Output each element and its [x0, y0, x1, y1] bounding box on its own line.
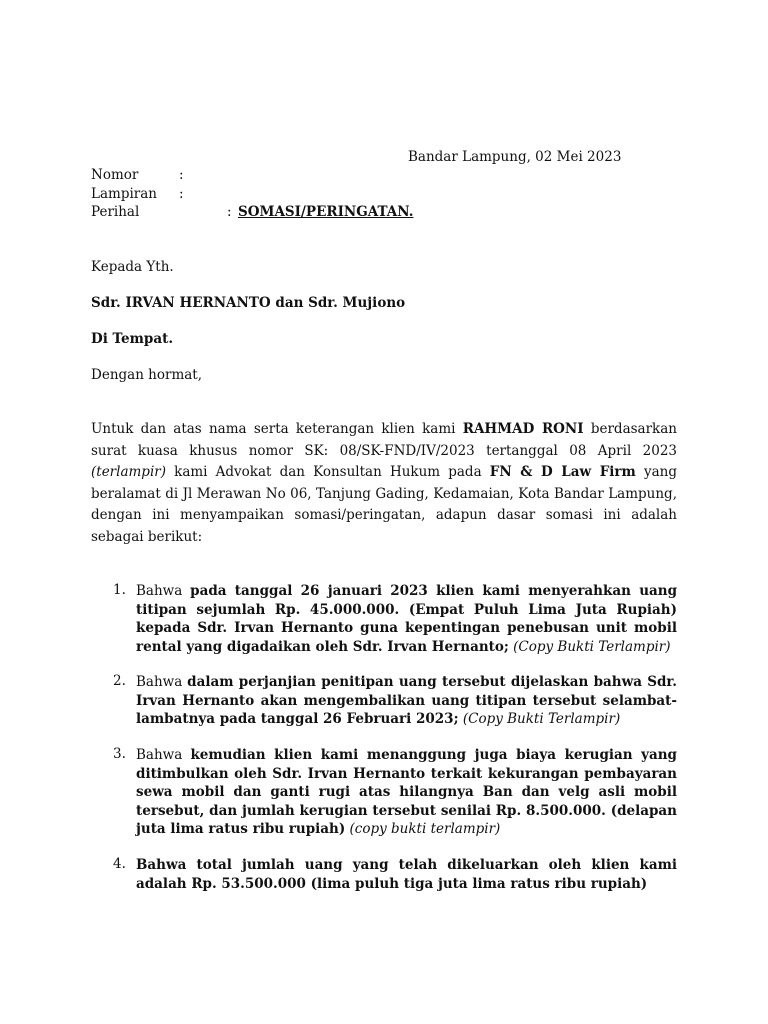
item-text [136, 856, 677, 893]
item-text [136, 582, 677, 656]
item-bold-text: pada tanggal 26 januari 2023 klien kami menyerahkan uang titipan sejumlah Rp. 45.000.000. (Empat Puluh Lima Juta Rupiah) kepada Sdr. Irvan Hernanto guna kepentingan penebusan unit mobil rental yang digadaikan oleh Sdr. Irvan Hernanto; [136, 583, 678, 655]
item-text [136, 673, 677, 729]
item-text [136, 746, 677, 839]
item-bold-text: kemudian klien kami menanggung juga biaya kerugian yang ditimbulkan oleh Sdr. Irvan Hernanto terkait kekurangan pembayaran sewa mobil dan ganti rugi atas hilangnya Ban dan velg asli mobil tersebut, dan jumlah kerugian tersebut senilai Rp. 8.500.000. (delapan juta lima ratus ribu rupiah) [136, 747, 677, 837]
perihal-label: Perihal [91, 204, 140, 220]
perihal-colon: : [227, 204, 232, 220]
lampiran-label: Lampiran [91, 186, 157, 202]
item-note: (Copy Bukti Terlampir) [508, 638, 671, 655]
item-number: 1. [113, 582, 126, 598]
intro-part-3: kami Advokat dan Konsultan Hukum pada [165, 464, 490, 480]
item-lead: Bahwa [136, 747, 191, 763]
attached-note: (terlampir) [91, 464, 166, 480]
lampiran-colon: : [179, 186, 184, 202]
recipient: Sdr. IRVAN HERNANTO dan Sdr. Mujiono [91, 295, 406, 311]
item-number: 3. [113, 746, 126, 762]
intro-part-2: berdasarkan surat kuasa khusus nomor SK: 08/SK-FND/IV/2023 tertanggal 08 April 2023 [91, 421, 677, 459]
salutation: Dengan hormat, [91, 367, 203, 383]
item-bold-text: dalam perjanjian penitipan uang tersebut dijelaskan bahwa Sdr. Irvan Hernanto akan mengembalikan uang titipan tersebut selambat-lambatnya pada tanggal 26 Februari 2023; [136, 674, 678, 727]
item-lead: Bahwa [136, 674, 188, 690]
nomor-label: Nomor [91, 167, 139, 183]
item-number: 4. [113, 856, 126, 872]
perihal-value: SOMASI/PERINGATAN. [238, 204, 414, 220]
place-date: Bandar Lampung, 02 Mei 2023 [408, 149, 622, 165]
nomor-row [91, 167, 184, 183]
item-note: (copy bukti terlampir) [345, 821, 501, 837]
item-note: (Copy Bukti Terlampir) [458, 711, 621, 727]
lampiran-row [91, 186, 184, 202]
firm-name: FN & D Law Firm [489, 464, 636, 480]
place-line: Di Tempat. [91, 331, 174, 347]
item-bold-text: Bahwa total jumlah uang yang telah dikeluarkan oleh klien kami adalah Rp. 53.500.000 (lima puluh tiga juta lima ratus ribu rupiah) [136, 857, 677, 892]
perihal-row [91, 204, 139, 220]
item-number: 2. [113, 673, 126, 689]
client-name: RAHMAD RONI [462, 421, 584, 437]
intro-paragraph [91, 419, 677, 548]
intro-part-4: yang beralamat di Jl Merawan No 06, Tanjung Gading, Kedamaian, Kota Bandar Lampung, dengan ini menyampaikan somasi/peringatan, adapun dasar somasi ini adalah sebagai berikut: [91, 464, 677, 545]
intro-part-1: Untuk dan atas nama serta keterangan klien kami [91, 421, 463, 437]
item-lead: Bahwa [136, 583, 191, 599]
greeting-to: Kepada Yth. [91, 259, 174, 275]
nomor-colon: : [179, 167, 184, 183]
